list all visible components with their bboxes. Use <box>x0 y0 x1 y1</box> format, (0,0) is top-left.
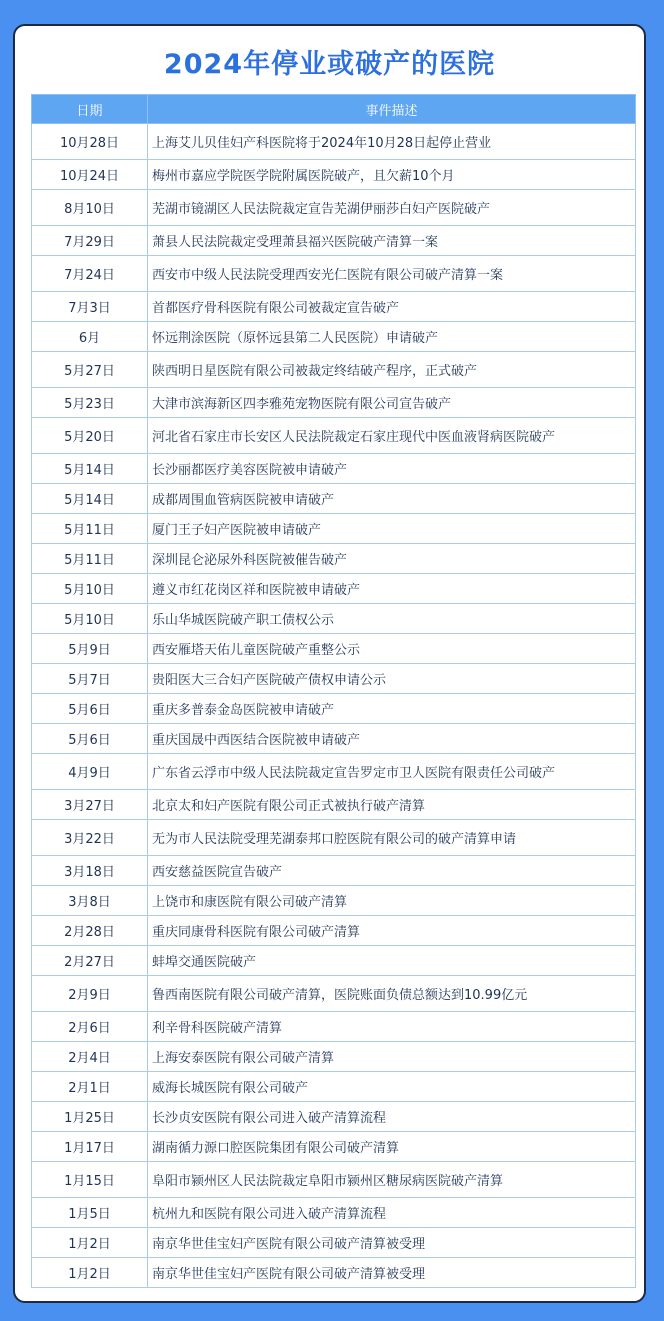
row-description: 成都周围血管病医院被申请破产 <box>148 484 636 514</box>
row-date: 2月6日 <box>32 1012 148 1042</box>
table-row <box>32 856 636 886</box>
row-description: 长沙贞安医院有限公司进入破产清算流程 <box>148 1102 636 1132</box>
row-description: 西安雁塔天佑儿童医院破产重整公示 <box>148 634 636 664</box>
row-description: 上海艾儿贝佳妇产科医院将于2024年10月28日起停止营业 <box>148 124 636 160</box>
row-date: 3月22日 <box>32 820 148 856</box>
row-date: 3月18日 <box>32 856 148 886</box>
row-date: 5月7日 <box>32 664 148 694</box>
table-row <box>32 724 636 754</box>
row-date: 2月1日 <box>32 1072 148 1102</box>
row-date: 5月14日 <box>32 484 148 514</box>
row-date: 5月6日 <box>32 694 148 724</box>
content-card <box>13 24 646 1303</box>
row-description: 贵阳医大三合妇产医院破产债权申请公示 <box>148 664 636 694</box>
table-row <box>32 664 636 694</box>
row-description: 上饶市和康医院有限公司破产清算 <box>148 886 636 916</box>
table-row <box>32 418 636 454</box>
row-date: 1月5日 <box>32 1198 148 1228</box>
table-row <box>32 1258 636 1288</box>
row-description: 广东省云浮市中级人民法院裁定宣告罗定市卫人医院有限责任公司破产 <box>148 754 636 790</box>
table-row <box>32 292 636 322</box>
row-description: 无为市人民法院受理芜湖泰邦口腔医院有限公司的破产清算申请 <box>148 820 636 856</box>
row-description: 重庆多普泰金岛医院被申请破产 <box>148 694 636 724</box>
row-description: 北京太和妇产医院有限公司正式被执行破产清算 <box>148 790 636 820</box>
row-description: 威海长城医院有限公司破产 <box>148 1072 636 1102</box>
row-date: 2月9日 <box>32 976 148 1012</box>
row-description: 南京华世佳宝妇产医院有限公司破产清算被受理 <box>148 1228 636 1258</box>
row-date: 3月8日 <box>32 886 148 916</box>
table-row <box>32 544 636 574</box>
row-description: 西安市中级人民法院受理西安光仁医院有限公司破产清算一案 <box>148 256 636 292</box>
row-date: 1月25日 <box>32 1102 148 1132</box>
row-date: 1月2日 <box>32 1228 148 1258</box>
table-row <box>32 1012 636 1042</box>
row-date: 5月6日 <box>32 724 148 754</box>
table-row <box>32 514 636 544</box>
table-row <box>32 454 636 484</box>
row-description: 利辛骨科医院破产清算 <box>148 1012 636 1042</box>
row-date: 5月11日 <box>32 544 148 574</box>
row-date: 2月28日 <box>32 916 148 946</box>
table-row <box>32 820 636 856</box>
table-row <box>32 754 636 790</box>
row-description: 梅州市嘉应学院医学院附属医院破产，且欠薪10个月 <box>148 160 636 190</box>
row-date: 5月11日 <box>32 514 148 544</box>
row-description: 怀远荆涂医院（原怀远县第二人民医院）申请破产 <box>148 322 636 352</box>
row-description: 首都医疗骨科医院有限公司被裁定宣告破产 <box>148 292 636 322</box>
row-description: 陕西明日星医院有限公司被裁定终结破产程序，正式破产 <box>148 352 636 388</box>
row-date: 5月10日 <box>32 604 148 634</box>
row-description: 萧县人民法院裁定受理萧县福兴医院破产清算一案 <box>148 226 636 256</box>
table-row <box>32 634 636 664</box>
row-date: 6月 <box>32 322 148 352</box>
row-description: 乐山华城医院破产职工债权公示 <box>148 604 636 634</box>
table-header-row <box>32 95 636 124</box>
row-date: 7月3日 <box>32 292 148 322</box>
row-description: 重庆国晟中西医结合医院被申请破产 <box>148 724 636 754</box>
header-description: 事件描述 <box>148 95 636 124</box>
row-description: 长沙丽都医疗美容医院被申请破产 <box>148 454 636 484</box>
hospital-closure-table <box>31 94 636 1288</box>
row-description: 深圳昆仑泌尿外科医院被催告破产 <box>148 544 636 574</box>
row-date: 5月20日 <box>32 418 148 454</box>
row-description: 南京华世佳宝妇产医院有限公司破产清算被受理 <box>148 1258 636 1288</box>
row-description: 重庆同康骨科医院有限公司破产清算 <box>148 916 636 946</box>
row-date: 10月24日 <box>32 160 148 190</box>
row-date: 1月15日 <box>32 1162 148 1198</box>
row-date: 1月17日 <box>32 1132 148 1162</box>
row-date: 5月14日 <box>32 454 148 484</box>
table-row <box>32 976 636 1012</box>
row-description: 遵义市红花岗区祥和医院被申请破产 <box>148 574 636 604</box>
row-date: 5月27日 <box>32 352 148 388</box>
table-row <box>32 916 636 946</box>
table-row <box>32 352 636 388</box>
row-description: 阜阳市颍州区人民法院裁定阜阳市颍州区糖尿病医院破产清算 <box>148 1162 636 1198</box>
table-row <box>32 886 636 916</box>
row-description: 上海安泰医院有限公司破产清算 <box>148 1042 636 1072</box>
table-row <box>32 226 636 256</box>
table-row <box>32 160 636 190</box>
row-date: 7月24日 <box>32 256 148 292</box>
header-date: 日期 <box>32 95 148 124</box>
row-description: 芜湖市镜湖区人民法院裁定宣告芜湖伊丽莎白妇产医院破产 <box>148 190 636 226</box>
row-description: 河北省石家庄市长安区人民法院裁定石家庄现代中医血液肾病医院破产 <box>148 418 636 454</box>
row-description: 大津市滨海新区四李雅苑宠物医院有限公司宣告破产 <box>148 388 636 418</box>
table-row <box>32 256 636 292</box>
row-date: 5月23日 <box>32 388 148 418</box>
row-date: 2月27日 <box>32 946 148 976</box>
row-date: 1月2日 <box>32 1258 148 1288</box>
row-description: 西安慈益医院宣告破产 <box>148 856 636 886</box>
row-date: 5月10日 <box>32 574 148 604</box>
row-description: 湖南循力源口腔医院集团有限公司破产清算 <box>148 1132 636 1162</box>
table-row <box>32 484 636 514</box>
table-row <box>32 1228 636 1258</box>
table-row <box>32 946 636 976</box>
row-date: 5月9日 <box>32 634 148 664</box>
table-row <box>32 1162 636 1198</box>
table-row <box>32 1198 636 1228</box>
table-row <box>32 124 636 160</box>
table-row <box>32 1132 636 1162</box>
table-row <box>32 1072 636 1102</box>
row-date: 7月29日 <box>32 226 148 256</box>
row-description: 杭州九和医院有限公司进入破产清算流程 <box>148 1198 636 1228</box>
page-title: 2024年停业或破产的医院 <box>163 49 496 80</box>
table-row <box>32 790 636 820</box>
table-row <box>32 388 636 418</box>
row-description: 鲁西南医院有限公司破产清算，医院账面负债总额达到10.99亿元 <box>148 976 636 1012</box>
table-row <box>32 694 636 724</box>
row-date: 10月28日 <box>32 124 148 160</box>
table-row <box>32 574 636 604</box>
table-row <box>32 322 636 352</box>
row-date: 3月27日 <box>32 790 148 820</box>
row-description: 蚌埠交通医院破产 <box>148 946 636 976</box>
table-row <box>32 1042 636 1072</box>
row-date: 8月10日 <box>32 190 148 226</box>
row-description: 厦门王子妇产医院被申请破产 <box>148 514 636 544</box>
table-row <box>32 604 636 634</box>
row-date: 4月9日 <box>32 754 148 790</box>
table-row <box>32 190 636 226</box>
row-date: 2月4日 <box>32 1042 148 1072</box>
table-row <box>32 1102 636 1132</box>
